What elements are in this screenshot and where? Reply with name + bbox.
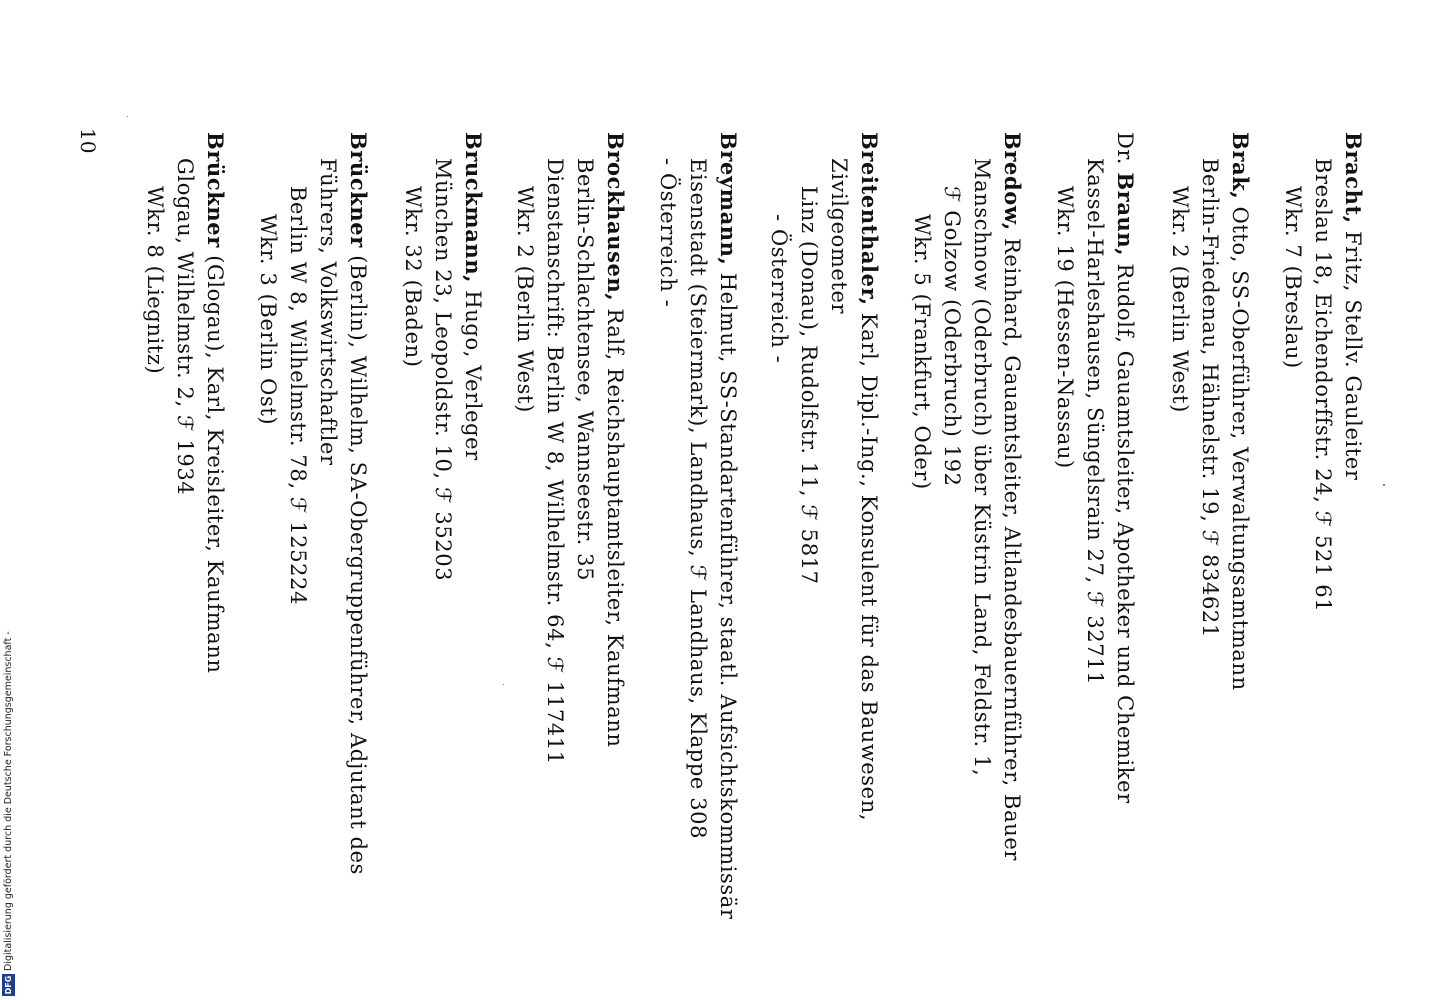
entry-line: Wkr. 32 (Baden) — [401, 186, 425, 368]
entry-line: Wkr. 5 (Frankfurt, Oder) — [910, 214, 934, 490]
entry-name: Brückner — [346, 132, 371, 248]
entry-line: Reinhard, Gauamtsleiter, Altlandesbauernführer, Bauer — [1000, 230, 1024, 861]
scan-speck — [1383, 484, 1385, 486]
entry-line: Wkr. 7 (Breslau) — [1281, 186, 1305, 369]
footer-text: Digitalisierung gefördert durch die Deutsche Forschungsgemeinschaft - — [3, 631, 14, 971]
entry-line: Manschnow (Oderbruch) über Küstrin Land, Feldstr. 1, — [970, 158, 994, 777]
scan-speck — [503, 684, 504, 685]
entry-line: Breslau 18, Eichendorffstr. 24, ℱ 521 61 — [1311, 158, 1335, 613]
entry-name: Brückner — [203, 132, 228, 248]
entry-line: Wkr. 8 (Liegnitz) — [143, 186, 167, 375]
entry-line: Zivilgeometer — [827, 158, 851, 315]
entry-line: Fritz, Stellv. Gauleiter — [1341, 223, 1365, 481]
entry-line: Wkr. 19 (Hessen-Nassau) — [1053, 186, 1077, 469]
entry-line: Karl, Dipl.-Ing., Konsulent für das Bauwesen, — [857, 305, 881, 822]
page-number: 10 — [76, 128, 100, 154]
entry-line: ℱ Golzow (Oderbruch) 192 — [940, 186, 964, 487]
entry-breymann — [653, 132, 743, 920]
entry-name: Breitenthaler, — [857, 132, 882, 306]
entry-brockhausen — [510, 132, 630, 765]
entry-line: Berlin-Schlachtensee, Wannseestr. 35 — [573, 158, 597, 582]
entry-name: Bruckmann, — [461, 132, 486, 284]
entry-line: Linz (Donau), Rudolfstr. 11, ℱ 5817 — [797, 186, 821, 585]
scan-speck — [127, 116, 128, 117]
entry-line: Dienstanschrift: Berlin W 8, Wilhelmstr. 64, ℱ 117411 — [543, 158, 567, 765]
entry-name: Bredow, — [1000, 132, 1025, 231]
entry-line: Ralf, Reichshauptamtsleiter, Kaufmann — [603, 301, 627, 748]
entry-line: Helmut, SS-Standartenführer, staatl. Aufsichtskommissär — [716, 265, 740, 920]
entry-line: - Österreich - — [656, 158, 680, 308]
entry-prefix: Dr. — [1113, 132, 1137, 173]
entry-name: Braun, — [1113, 172, 1138, 257]
entry-line: Kassel-Harleshausen, Süngelsrain 27, ℱ 32711 — [1083, 158, 1107, 686]
entry-name: Breymann, — [716, 132, 741, 266]
entry-brueckner-berlin — [253, 132, 373, 875]
entry-name: Brockhausen, — [603, 132, 628, 302]
entry-bracht — [1278, 132, 1368, 612]
entry-bredow — [907, 132, 1027, 861]
entry-line: Glogau, Wilhelmstr. 2, ℱ 1934 — [173, 158, 197, 496]
entry-line: Otto, SS-Oberführer, Verwaltungsamtmann — [1228, 199, 1252, 691]
entry-brueckner-glogau — [140, 132, 230, 674]
entry-line: München 23, Leopoldstr. 10, ℱ 35203 — [431, 158, 455, 582]
entry-line: Wkr. 2 (Berlin West) — [1168, 186, 1192, 413]
entry-line: Berlin-Friedenau, Hähnelstr. 19, ℱ 834621 — [1198, 158, 1222, 638]
entry-name: Bracht, — [1341, 132, 1366, 224]
entry-line: - Österreich - — [767, 214, 791, 364]
entry-breitenthaler — [764, 132, 884, 821]
entry-line: Hugo, Verleger — [461, 283, 485, 461]
entry-line: Wkr. 3 (Berlin Ost) — [256, 214, 280, 426]
entry-line: Eisenstadt (Steiermark), Landhaus, ℱ Landhaus, Klappe 308 — [686, 158, 710, 840]
dfg-logo: DFG — [4, 975, 13, 995]
entry-brak — [1165, 132, 1255, 691]
entry-line: (Berlin), Wilhelm, SA-Obergruppenführer, Adjutant des — [346, 247, 370, 876]
digitization-footer — [2, 631, 15, 996]
entry-line: (Glogau), Karl, Kreisleiter, Kaufmann — [203, 247, 227, 674]
entry-braun — [1050, 132, 1140, 804]
entry-line: Berlin W 8, Wilhelmstr. 78, ℱ 125224 — [286, 186, 310, 606]
entry-name: Brak, — [1228, 132, 1253, 200]
entry-line: Wkr. 2 (Berlin West) — [513, 186, 537, 413]
entry-line: Führers, Volkswirtschaftler — [316, 158, 340, 466]
entry-line: Rudolf, Gauamtsleiter, Apotheker und Chemiker — [1113, 256, 1137, 804]
entry-bruckmann — [398, 132, 488, 581]
